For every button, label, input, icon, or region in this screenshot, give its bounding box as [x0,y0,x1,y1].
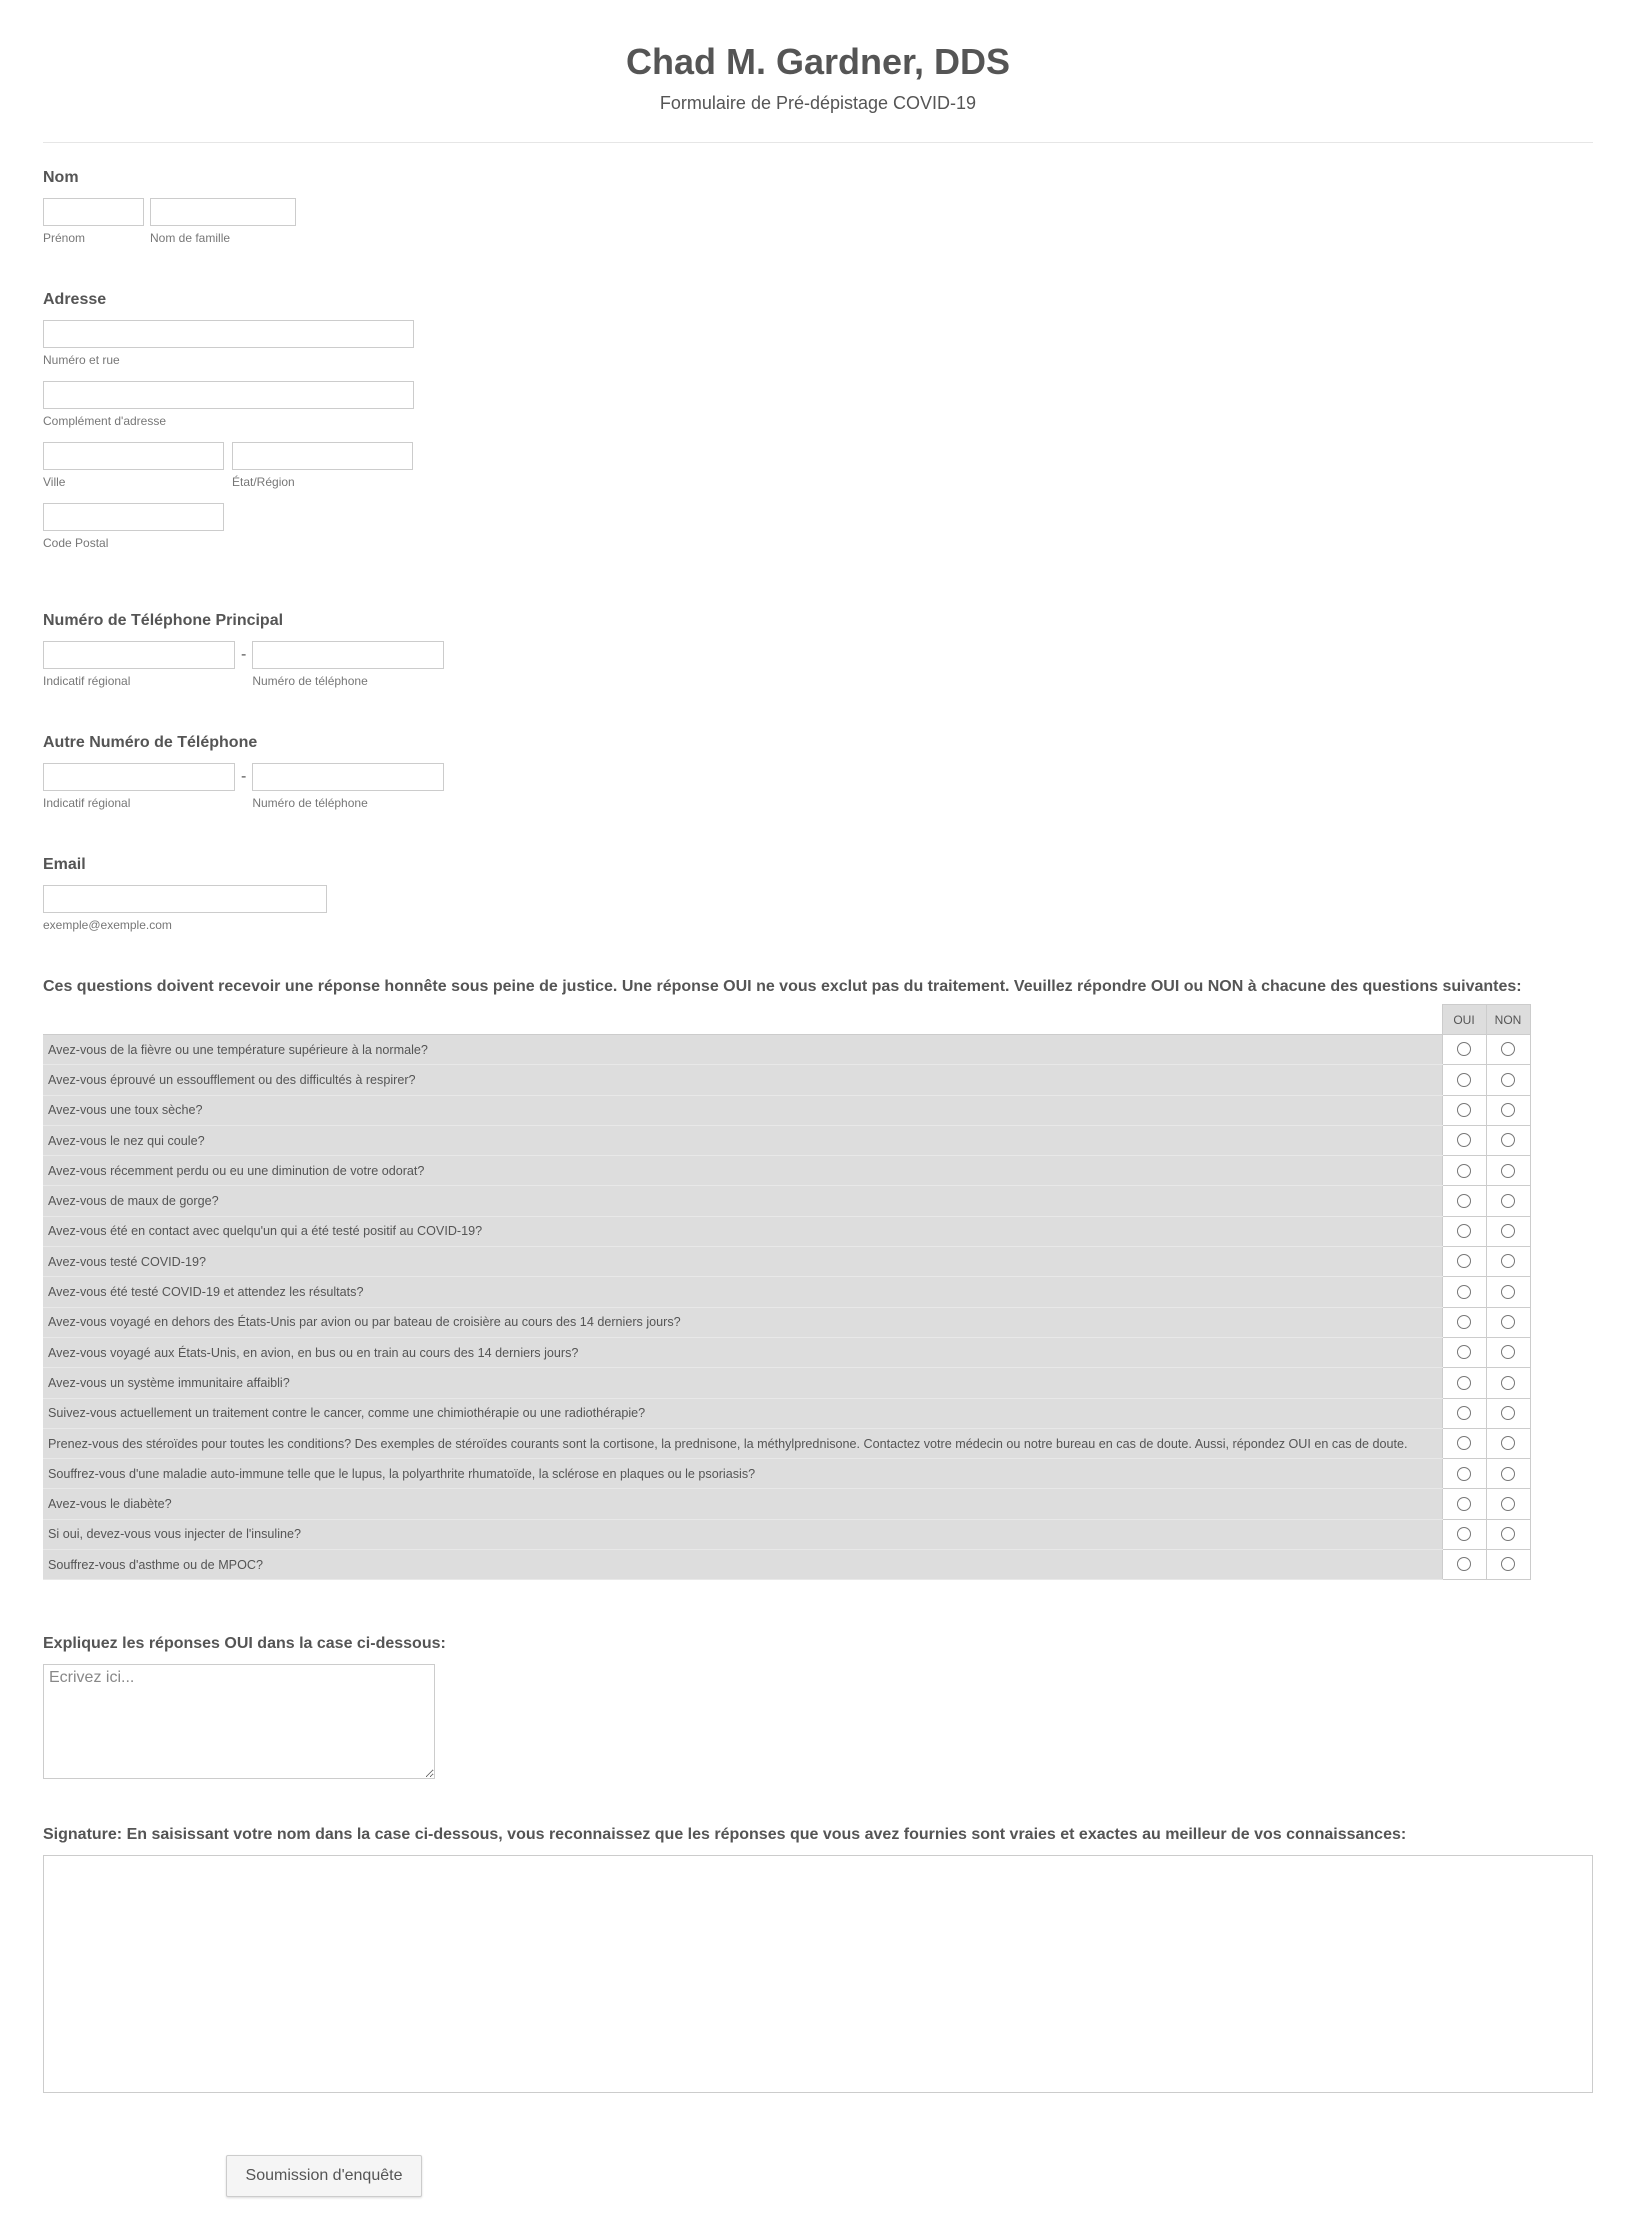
radio-non[interactable] [1501,1103,1515,1117]
matrix-cell-oui [1442,1337,1486,1367]
matrix-question: Suivez-vous actuellement un traitement contre le cancer, comme une chimiothérapie ou une radiothérapie? [43,1398,1442,1428]
address-label: Adresse [43,291,107,308]
email-field [43,855,333,932]
address-field [43,290,420,550]
radio-non[interactable] [1501,1376,1515,1390]
matrix-cell-non [1486,1398,1530,1428]
phone-other-label: Autre Numéro de Téléphone [43,734,258,751]
submit-button[interactable]: Soumission d'enquête [226,2155,422,2197]
explain-label: Expliquez les réponses OUI dans la case ci-dessous: [43,1635,446,1652]
matrix-row [43,1035,1530,1065]
matrix-cell-non [1486,1368,1530,1398]
matrix-row [43,1065,1530,1095]
radio-non[interactable] [1501,1406,1515,1420]
matrix-cell-oui [1442,1095,1486,1125]
form-header [43,0,1593,143]
radio-oui[interactable] [1457,1376,1471,1390]
street2-input[interactable] [43,381,414,409]
radio-non[interactable] [1501,1164,1515,1178]
matrix-row [43,1398,1530,1428]
phone-other-dash: - [241,768,247,785]
radio-oui[interactable] [1457,1436,1471,1450]
signature-field [43,1825,1593,2093]
matrix-question: Avez-vous un système immunitaire affaibli? [43,1368,1442,1398]
radio-non[interactable] [1501,1436,1515,1450]
radio-non[interactable] [1501,1254,1515,1268]
matrix-question: Avez-vous de maux de gorge? [43,1186,1442,1216]
explain-field [43,1634,446,1779]
matrix-cell-non [1486,1065,1530,1095]
matrix-question: Avez-vous été testé COVID-19 et attendez les résultats? [43,1277,1442,1307]
matrix-row [43,1277,1530,1307]
matrix-row [43,1156,1530,1186]
zip-sublabel: Code Postal [43,536,109,550]
matrix-question: Avez-vous une toux sèche? [43,1095,1442,1125]
radio-oui[interactable] [1457,1315,1471,1329]
matrix-cell-non [1486,1156,1530,1186]
radio-non[interactable] [1501,1467,1515,1481]
questionnaire-matrix [43,1004,1531,1580]
matrix-cell-oui [1442,1216,1486,1246]
state-sublabel: État/Région [232,475,295,489]
phone-other-number-sublabel: Numéro de téléphone [252,796,368,810]
matrix-row [43,1186,1530,1216]
matrix-cell-oui [1442,1156,1486,1186]
radio-non[interactable] [1501,1042,1515,1056]
phone-primary-dash: - [241,646,247,663]
matrix-cell-non [1486,1337,1530,1367]
matrix-cell-oui [1442,1125,1486,1155]
matrix-question: Avez-vous le nez qui coule? [43,1125,1442,1155]
matrix-question: Avez-vous de la fièvre ou une température supérieure à la normale? [43,1035,1442,1065]
matrix-cell-oui [1442,1277,1486,1307]
radio-oui[interactable] [1457,1527,1471,1541]
questionnaire-label-wrap [43,977,1522,997]
radio-oui[interactable] [1457,1345,1471,1359]
radio-non[interactable] [1501,1073,1515,1087]
radio-oui[interactable] [1457,1194,1471,1208]
phone-primary-area-sublabel: Indicatif régional [43,674,131,688]
matrix-row [43,1337,1530,1367]
matrix-cell-oui [1442,1247,1486,1277]
name-field [43,168,302,245]
matrix-cell-non [1486,1489,1530,1519]
phone-other-area-sublabel: Indicatif régional [43,796,131,810]
matrix-question: Avez-vous voyagé aux États-Unis, en avion, en bus ou en train au cours des 14 derniers jours? [43,1337,1442,1367]
phone-primary-label: Numéro de Téléphone Principal [43,612,284,629]
matrix-cell-non [1486,1550,1530,1580]
matrix-question: Souffrez-vous d'une maladie auto-immune telle que le lupus, la polyarthrite rhumatoïde, la sclérose en plaques ou le psoriasis? [43,1459,1442,1489]
phone-primary-number-sublabel: Numéro de téléphone [252,674,368,688]
phone-primary-number-input[interactable] [252,641,444,669]
signature-textarea[interactable] [43,1855,1593,2093]
matrix-col-oui: OUI [1442,1005,1486,1035]
email-sublabel: exemple@exemple.com [43,918,172,932]
matrix-cell-oui [1442,1398,1486,1428]
matrix-cell-non [1486,1216,1530,1246]
matrix-row [43,1368,1530,1398]
matrix-cell-non [1486,1095,1530,1125]
phone-other-area-input[interactable] [43,763,235,791]
matrix-row [43,1428,1530,1458]
radio-oui[interactable] [1457,1042,1471,1056]
email-label: Email [43,856,86,873]
radio-oui[interactable] [1457,1164,1471,1178]
matrix-cell-non [1486,1277,1530,1307]
matrix-row [43,1247,1530,1277]
matrix-question: Avez-vous le diabète? [43,1489,1442,1519]
matrix-col-non: NON [1486,1005,1530,1035]
radio-non[interactable] [1501,1133,1515,1147]
radio-oui[interactable] [1457,1103,1471,1117]
matrix-corner [43,1005,1442,1035]
header-divider [43,142,1593,143]
matrix-question: Avez-vous voyagé en dehors des États-Unis par avion ou par bateau de croisière au cours des 14 derniers jours? [43,1307,1442,1337]
matrix-cell-oui [1442,1186,1486,1216]
matrix-cell-oui [1442,1550,1486,1580]
city-input[interactable] [43,442,224,470]
radio-non[interactable] [1501,1497,1515,1511]
matrix-cell-oui [1442,1368,1486,1398]
first-name-sublabel: Prénom [43,231,86,245]
radio-oui[interactable] [1457,1406,1471,1420]
radio-non[interactable] [1501,1224,1515,1238]
matrix-question: Avez-vous éprouvé un essoufflement ou des difficultés à respirer? [43,1065,1442,1095]
matrix-cell-oui [1442,1519,1486,1549]
matrix-question: Avez-vous testé COVID-19? [43,1247,1442,1277]
explain-textarea[interactable] [43,1664,435,1779]
phone-primary-field [43,611,450,688]
matrix-question: Si oui, devez-vous vous injecter de l'insuline? [43,1519,1442,1549]
matrix-row [43,1489,1530,1519]
matrix-row [43,1550,1530,1580]
name-label: Nom [43,169,79,186]
radio-oui[interactable] [1457,1224,1471,1238]
radio-non[interactable] [1501,1194,1515,1208]
radio-oui[interactable] [1457,1254,1471,1268]
radio-non[interactable] [1501,1345,1515,1359]
email-input[interactable] [43,885,327,913]
matrix-row [43,1459,1530,1489]
radio-oui[interactable] [1457,1073,1471,1087]
matrix-cell-oui [1442,1489,1486,1519]
radio-non[interactable] [1501,1315,1515,1329]
radio-non[interactable] [1501,1527,1515,1541]
first-name-input[interactable] [43,198,144,226]
matrix-question: Avez-vous été en contact avec quelqu'un qui a été testé positif au COVID-19? [43,1216,1442,1246]
radio-oui[interactable] [1457,1285,1471,1299]
street-sublabel: Numéro et rue [43,353,120,367]
matrix-cell-non [1486,1125,1530,1155]
matrix-cell-non [1486,1186,1530,1216]
matrix-cell-oui [1442,1035,1486,1065]
matrix-cell-non [1486,1459,1530,1489]
page-subtitle: Formulaire de Pré-dépistage COVID-19 [659,93,977,113]
zip-input[interactable] [43,503,224,531]
matrix-cell-non [1486,1519,1530,1549]
matrix-row [43,1216,1530,1246]
matrix-row [43,1095,1530,1125]
matrix-cell-non [1486,1307,1530,1337]
matrix-cell-oui [1442,1065,1486,1095]
radio-oui[interactable] [1457,1557,1471,1571]
matrix-cell-non [1486,1035,1530,1065]
radio-oui[interactable] [1457,1133,1471,1147]
matrix-question: Souffrez-vous d'asthme ou de MPOC? [43,1550,1442,1580]
matrix-row [43,1125,1530,1155]
matrix-cell-oui [1442,1428,1486,1458]
city-sublabel: Ville [43,475,66,489]
matrix-question: Avez-vous récemment perdu ou eu une diminution de votre odorat? [43,1156,1442,1186]
last-name-input[interactable] [150,198,296,226]
radio-non[interactable] [1501,1557,1515,1571]
street-input[interactable] [43,320,414,348]
matrix-cell-non [1486,1247,1530,1277]
matrix-question: Prenez-vous des stéroïdes pour toutes les conditions? Des exemples de stéroïdes courants sont la cortisone, la prednisone, la méthylprednisone. Contactez votre médecin ou notre bureau en cas de doute. Aussi, répondez OUI en cas de doute. [43,1428,1442,1458]
questionnaire-label: Ces questions doivent recevoir une réponse honnête sous peine de justice. Une réponse OUI ne vous exclut pas du traitement. Veuillez répondre OUI ou NON à chacune des questions suivantes: [43,978,1522,995]
matrix-row [43,1519,1530,1549]
radio-oui[interactable] [1457,1497,1471,1511]
phone-primary-area-input[interactable] [43,641,235,669]
matrix-cell-oui [1442,1307,1486,1337]
street2-sublabel: Complément d'adresse [43,414,167,428]
matrix-cell-non [1486,1428,1530,1458]
radio-oui[interactable] [1457,1467,1471,1481]
form-page [43,0,1593,1843]
radio-non[interactable] [1501,1285,1515,1299]
state-input[interactable] [232,442,413,470]
matrix-cell-oui [1442,1459,1486,1489]
signature-label: Signature: En saisissant votre nom dans la case ci-dessous, vous reconnaissez que les réponses que vous avez fournies sont vraies et exactes au meilleur de vos connaissances: [43,1826,1407,1843]
phone-other-number-input[interactable] [252,763,444,791]
matrix-row [43,1307,1530,1337]
page-title: Chad M. Gardner, DDS [625,41,1011,82]
last-name-sublabel: Nom de famille [150,231,231,245]
phone-other-field [43,733,450,810]
